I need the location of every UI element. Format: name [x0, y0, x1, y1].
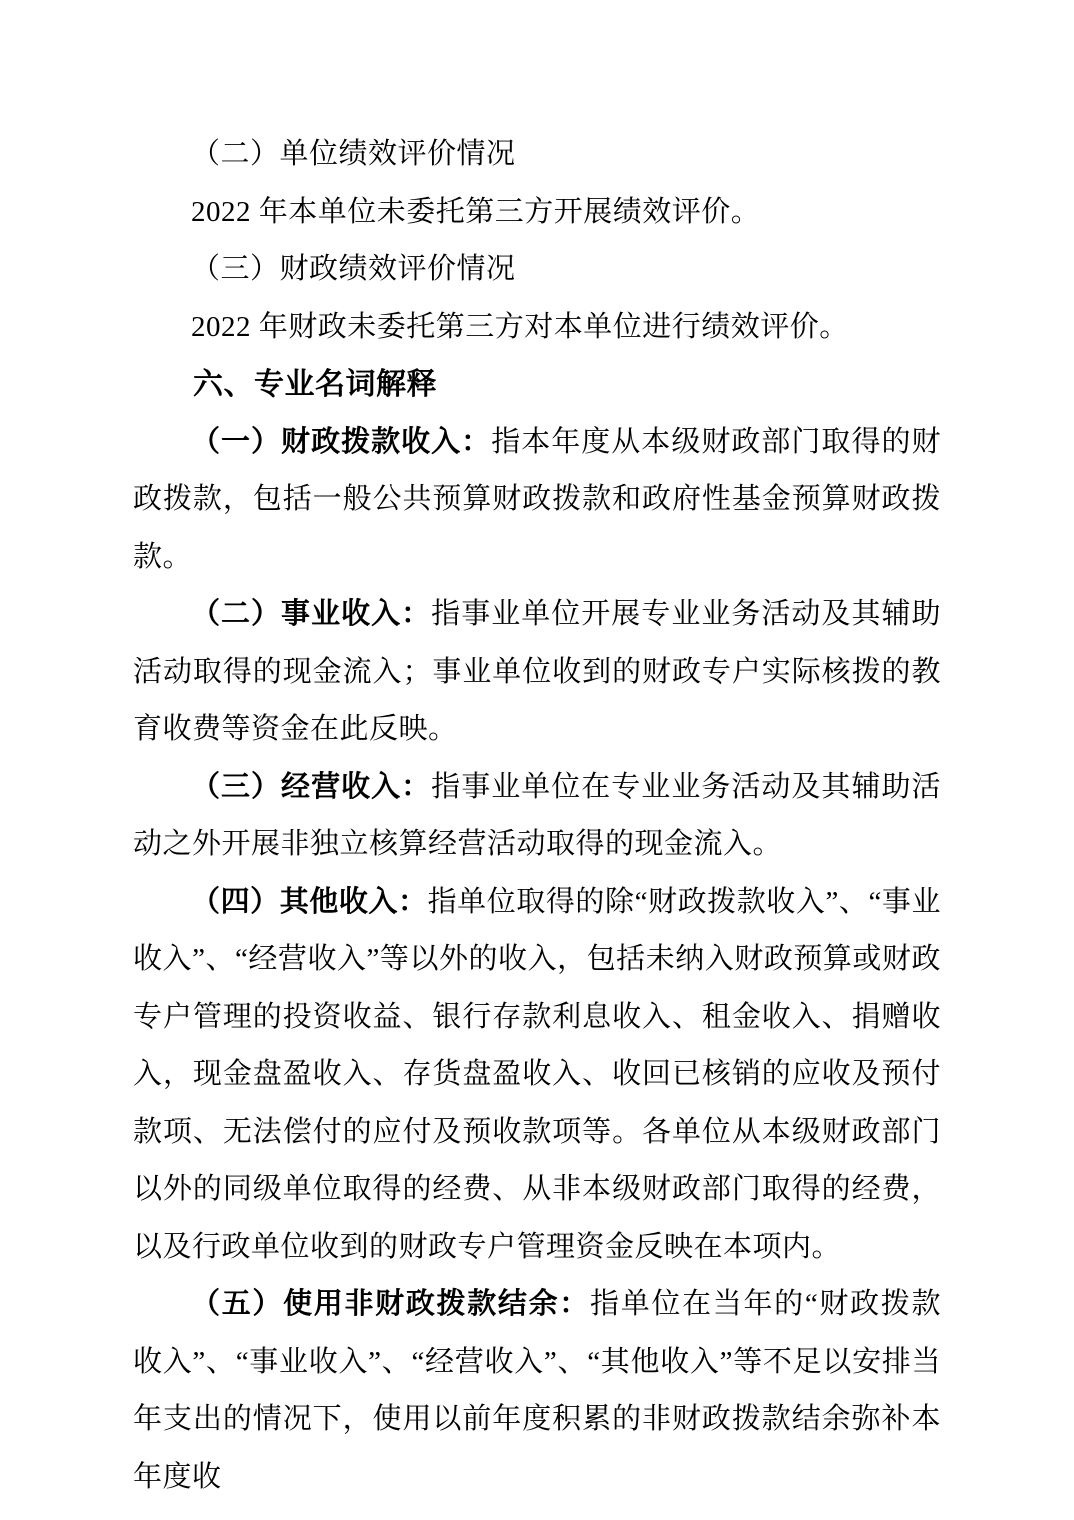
paragraph-fiscal-evaluation-statement: 2022 年财政未委托第三方对本单位进行绩效评价。: [191, 310, 849, 343]
term-definition: 指本年度从本级财政部门取得的财政拨款，包括一般公共预算财政拨款和政府性基金预算财政拨款。: [133, 425, 941, 573]
paragraph-unit-evaluation-statement: 2022 年本单位未委托第三方开展绩效评价。: [191, 195, 761, 228]
term-definition: 指单位取得的除“财政拨款收入”、“事业收入”、“经营收入”等以外的收入，包括未纳入财政预算或财政专户管理的投资收益、银行存款利息收入、租金收入、捐赠收入，现金盘盈收入、存货盘盈收入、收回已核销的应收及预付款项、无法偿付的应付及预收款项等。各单位从本级财政部门以外的同级单位取得的经费、从非本级财政部门取得的经费，以及行政单位收到的财政专户管理资金反映在本项内。: [133, 885, 941, 1263]
term-label: （一）财政拨款收入：: [191, 425, 492, 458]
paragraph-term-other-income: [133, 874, 941, 1277]
term-label: （三）经营收入：: [191, 770, 432, 803]
term-label: （四）其他收入：: [191, 885, 428, 918]
term-label: （五）使用非财政拨款结余：: [191, 1288, 590, 1320]
term-definition: 指单位在当年的“财政拨款收入”、“事业收入”、“经营收入”、“其他收入”等不足以安排当年支出的情况下，使用以前年度积累的非财政拨款结余弥补本年度收: [133, 1288, 941, 1493]
paragraph-term-operating-income: [133, 759, 941, 874]
subheading-unit-performance-evaluation: （二）单位绩效评价情况: [191, 138, 516, 170]
document-content: [133, 126, 941, 1506]
paragraph-term-business-income: [133, 586, 941, 759]
term-definition: 指事业单位开展专业业务活动及其辅助活动取得的现金流入；事业单位收到的财政专户实际核拨的教育收费等资金在此反映。: [133, 598, 941, 745]
paragraph-term-use-of-non-fiscal-surplus: [133, 1276, 941, 1506]
subheading-fiscal-performance-evaluation: （三）财政绩效评价情况: [191, 253, 516, 285]
paragraph-term-fiscal-appropriation-income: [133, 414, 941, 587]
term-label: （二）事业收入：: [191, 598, 432, 630]
section-heading-terminology: 六、专业名词解释: [193, 368, 437, 401]
term-definition: 指事业单位在专业业务活动及其辅助活动之外开展非独立核算经营活动取得的现金流入。: [133, 770, 941, 860]
